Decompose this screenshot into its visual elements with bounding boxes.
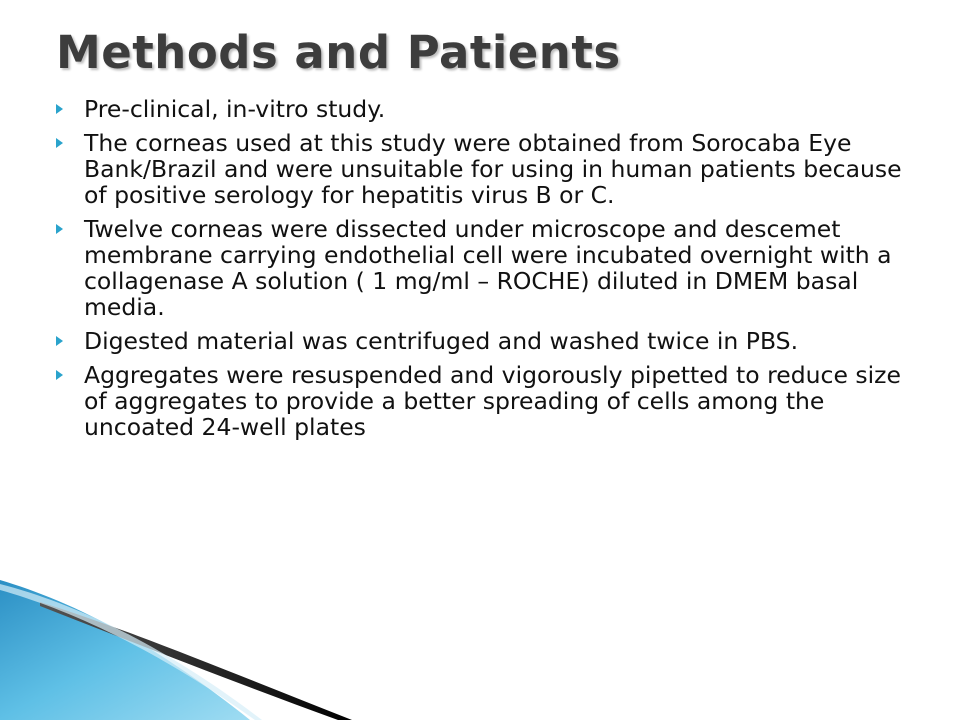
bullet-item — [56, 96, 906, 122]
bullet-item — [56, 216, 906, 320]
slide-title: Methods and Patients — [56, 26, 621, 79]
bullet-list — [56, 96, 906, 448]
bullet-text: Pre-clinical, in-vitro study. — [84, 95, 386, 123]
bullet-item — [56, 130, 906, 208]
arrow-bullet-icon — [56, 104, 63, 114]
bullet-text: Digested material was centrifuged and washed twice in PBS. — [84, 327, 799, 355]
arrow-bullet-icon — [56, 138, 63, 148]
arrow-bullet-icon — [56, 336, 63, 346]
bullet-text: The corneas used at this study were obtained from Sorocaba Eye Bank/Brazil and were unsuitable for using in human patients because of positive serology for hepatitis virus B or C. — [84, 129, 902, 209]
bullet-item — [56, 328, 906, 354]
arrow-bullet-icon — [56, 224, 63, 234]
bullet-item — [56, 362, 906, 440]
corner-swoosh-decoration — [0, 580, 380, 720]
bullet-text: Twelve corneas were dissected under microscope and descemet membrane carrying endothelial cell were incubated overnight with a collagenase A solution ( 1 mg/ml – ROCHE) diluted in DMEM basal media. — [84, 215, 892, 321]
bullet-text: Aggregates were resuspended and vigorously pipetted to reduce size of aggregates to provide a better spreading of cells among the uncoated 24-well plates — [84, 361, 901, 441]
arrow-bullet-icon — [56, 370, 63, 380]
